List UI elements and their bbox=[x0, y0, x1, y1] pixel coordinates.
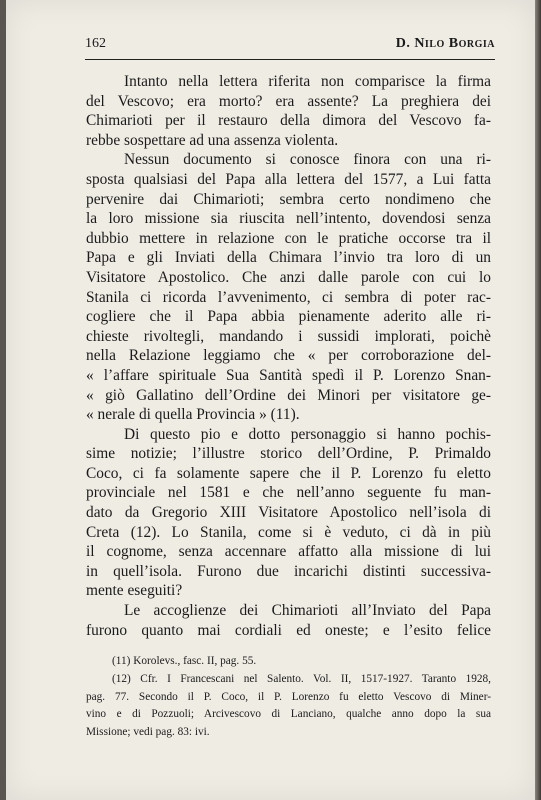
text-line: provinciale nel 1581 e che nell’anno seguente fu man- bbox=[86, 484, 491, 502]
text-line: Visitatore Apostolico. Che anzi dalle parole con cui lo bbox=[86, 268, 491, 286]
text-line: cogliere che il Papa abbia pienamente aderito alle ri- bbox=[86, 308, 491, 326]
text-line: Nessun documento si conosce finora con una ri- bbox=[124, 151, 491, 169]
page-edge-shadow bbox=[535, 0, 541, 800]
text-line: Creta (12). Lo Stanila, come si è veduto, ci dà in più bbox=[86, 523, 491, 541]
text-line: sime notizie; l’illustre storico dell’Ordine, P. Primaldo bbox=[86, 445, 491, 463]
text-line: chieste rivoltegli, mandando i sussidi implorati, poichè bbox=[86, 327, 491, 345]
text-line: Coco, ci fa solamente sapere che il P. Lorenzo fu eletto bbox=[86, 464, 491, 482]
text-line: Stanila ci ricorda l’avvenimento, ci sembra di poter rac- bbox=[86, 288, 491, 306]
text-line: Intanto nella lettera riferita non comparisce la firma bbox=[124, 73, 491, 90]
header-rule bbox=[85, 59, 495, 60]
text-line: Chimarioti per il restauro della dimora del Vescovo fa- bbox=[86, 112, 491, 130]
text-line: in quell’isola. Furono due incarichi distinti successiva- bbox=[86, 562, 491, 580]
footnote-line: (12) Cfr. I Francescani nel Salento. Vol. II, 1517-1927. Taranto 1928, bbox=[112, 672, 491, 685]
page-number: 162 bbox=[85, 36, 106, 51]
text-line: il cognome, senza accennare affatto alla missione di lui bbox=[86, 543, 491, 561]
text-line: del Vescovo; era morto? era assente? La preghiera dei bbox=[86, 92, 491, 110]
footnote-line: Missione; vedi pag. 83: ivi. bbox=[86, 726, 210, 739]
text-line: rebbe sospettare ad una assenza violenta. bbox=[86, 131, 339, 149]
text-line: Le accoglienze dei Chimarioti all’Inviato del Papa bbox=[124, 602, 491, 620]
text-line: nella Relazione leggiamo che « per corroborazione del- bbox=[86, 347, 491, 365]
text-line: furono quanto mai cordiali ed oneste; e l’esito felice bbox=[86, 621, 491, 639]
text-line: Di questo pio e dotto personaggio si hanno pochis- bbox=[124, 425, 491, 443]
text-line: sposta qualsiasi del Papa alla lettera del 1577, a Lui fatta bbox=[86, 170, 491, 188]
text-line: « nerale di quella Provincia » (11). bbox=[86, 406, 300, 424]
running-header bbox=[85, 36, 495, 56]
footnote-line: (11) Korolevs., fasc. II, pag. 55. bbox=[112, 655, 257, 667]
footnote-line: vino e di Pozzuoli; Arcivescovo di Lanciano, qualche anno dopo la sua bbox=[86, 708, 491, 721]
text-line: « giò Gallatino dell’Ordine dei Minori per visitatore ge- bbox=[86, 386, 491, 404]
text-line: « l’affare spirituale Sua Santità spedì il P. Lorenzo Snan- bbox=[86, 366, 491, 384]
body-text bbox=[86, 72, 491, 640]
text-line: dubbio mettere in relazione con le pratiche occorse tra il bbox=[86, 229, 491, 247]
text-line: la loro missione sia riuscita nell’intento, dovendosi senza bbox=[86, 210, 491, 228]
text-line: Papa e gli Inviati della Chimara l’invio tra loro di un bbox=[86, 249, 491, 267]
text-line: dato da Gregorio XIII Visitatore Apostolico nell’isola di bbox=[86, 504, 491, 522]
book-page bbox=[6, 0, 535, 800]
text-line: mente eseguiti? bbox=[86, 582, 183, 600]
running-title: D. Nilo Borgia bbox=[395, 36, 495, 51]
text-line: pervenire dai Chimarioti; sembra certo nondimeno che bbox=[86, 190, 491, 208]
footnote-line: pag. 77. Secondo il P. Coco, il P. Lorenzo fu eletto Vescovo di Miner- bbox=[86, 690, 491, 703]
footnotes bbox=[86, 653, 491, 742]
